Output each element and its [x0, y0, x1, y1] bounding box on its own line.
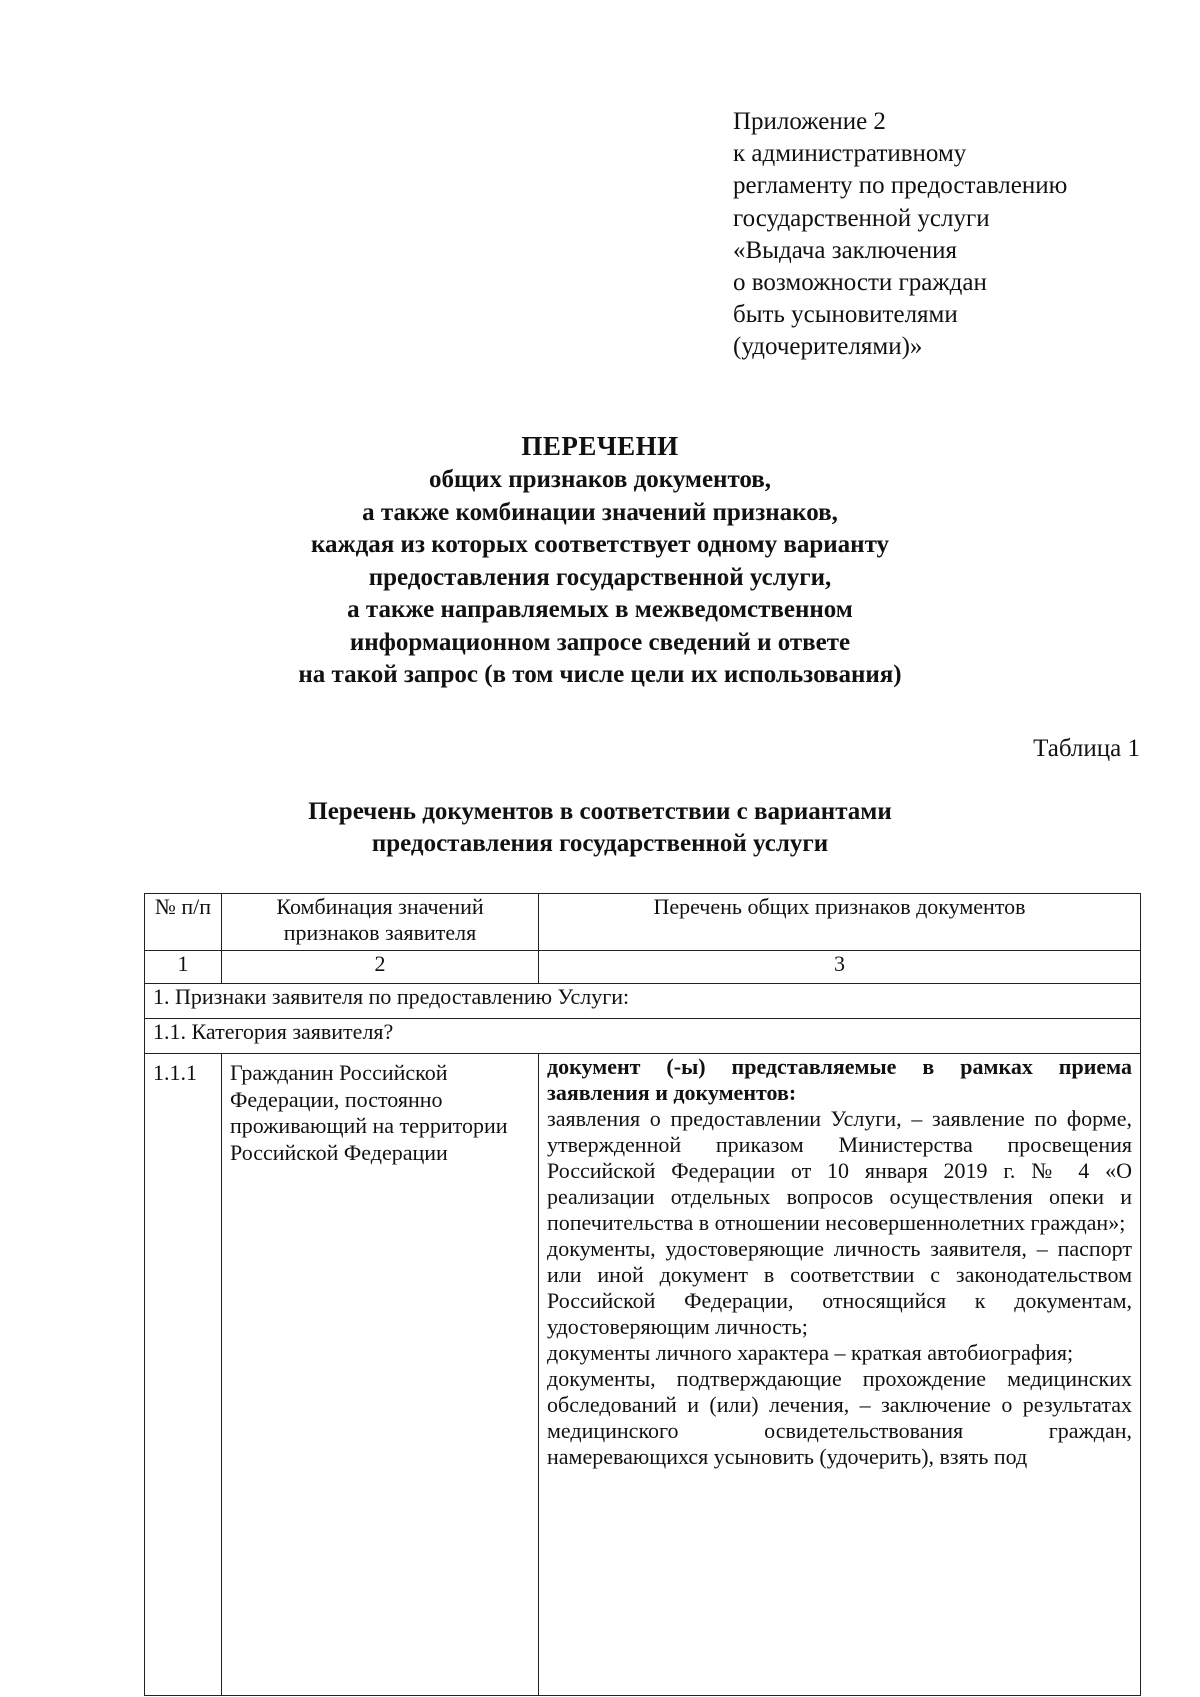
- appendix-line: быть усыновителями: [733, 301, 958, 329]
- documents-paragraph: документы, подтверждающие прохождение медицинских обследований и (или) лечения, – заключение о результатах медицинского освидетельствования граждан, намеревающихся усыновить (удочерить), взять под: [547, 1366, 1132, 1469]
- document-title: [0, 428, 1200, 692]
- title-line: информационном запросе сведений и ответе: [349, 628, 851, 656]
- section-heading: 1. Признаки заявителя по предоставлению Услуги:: [145, 984, 1141, 1019]
- documents-heading: документ (-ы) представляемые в рамках приема заявления и документов:: [547, 1054, 1132, 1105]
- row-combination: Гражданин Российской Федерации, постоянно проживающий на территории Российской Федерации: [222, 1054, 539, 1696]
- appendix-line: к административному: [733, 140, 967, 168]
- appendix-header: [733, 106, 1067, 364]
- title-line: каждая из которых соответствует одному варианту: [310, 531, 890, 558]
- table-title-line: предоставления государственной услуги: [371, 830, 829, 857]
- appendix-line: о возможности граждан: [733, 269, 987, 297]
- header-documents: Перечень общих признаков документов: [539, 894, 1141, 951]
- documents-paragraph: документы личного характера – краткая автобиография;: [547, 1340, 1074, 1365]
- documents-paragraph: заявления о предоставлении Услуги, – заявление по форме, утвержденной приказом Министерства просвещения Российской Федерации от 10 января 2019 г. № 4 «О реализации отдельных вопросов осуществления опеки и попечительства в отношении несовершеннолетних граждан»;: [547, 1106, 1132, 1235]
- table-title-line: Перечень документов в соответствии с вариантами: [308, 798, 892, 825]
- title-line: предоставления государственной услуги,: [368, 563, 832, 591]
- documents-paragraph: документы, удостоверяющие личность заявителя, – паспорт или иной документ в соответствии с законодательством Российской Федерации, относящийся к документам, удостоверяющим личность;: [547, 1236, 1132, 1339]
- title-line: общих признаков документов,: [428, 466, 772, 493]
- header-num: № п/п: [145, 894, 222, 951]
- table-header-row: [145, 894, 1141, 951]
- appendix-line: регламенту по предоставлению: [733, 172, 1068, 200]
- subsection-heading: 1.1. Категория заявителя?: [145, 1019, 1141, 1054]
- section-row: [145, 984, 1141, 1019]
- table-row: [145, 1054, 1141, 1696]
- index-cell: 3: [539, 951, 1141, 984]
- title-line: а также комбинации значений признаков,: [362, 498, 838, 526]
- table-title: [0, 796, 1200, 860]
- table-label: Таблица 1: [1033, 735, 1140, 762]
- table-index-row: [145, 951, 1141, 984]
- appendix-line: государственной услуги: [733, 204, 990, 232]
- appendix-line: Приложение 2: [733, 108, 886, 135]
- index-cell: 1: [145, 951, 222, 984]
- appendix-line: (удочерителями)»: [733, 333, 923, 361]
- row-documents: [539, 1054, 1141, 1696]
- row-number: 1.1.1: [145, 1054, 222, 1696]
- title-line: а также направляемых в межведомственном: [347, 596, 853, 623]
- appendix-line: «Выдача заключения: [733, 236, 957, 264]
- section-row: [145, 1019, 1141, 1054]
- title-main: ПЕРЕЧЕНИ: [521, 431, 679, 461]
- title-line: на такой запрос (в том числе цели их использования): [298, 661, 902, 688]
- documents-table: [144, 893, 1141, 1696]
- index-cell: 2: [222, 951, 539, 984]
- header-combination: Комбинация значений признаков заявителя: [222, 894, 539, 951]
